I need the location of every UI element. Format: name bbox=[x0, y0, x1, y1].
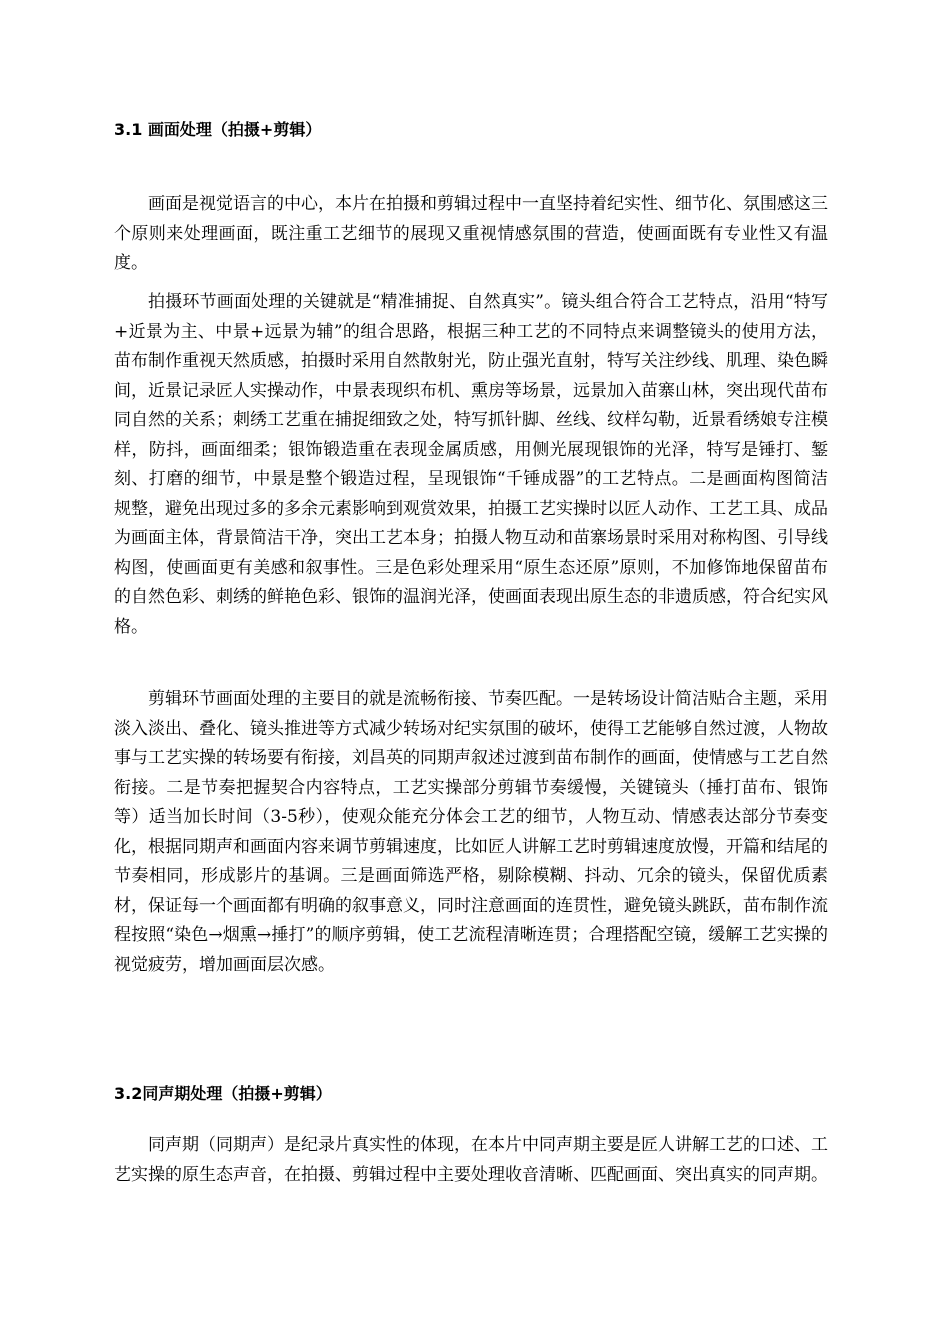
paragraph-intro: 画面是视觉语言的中心，本片在拍摄和剪辑过程中一直坚持着纪实性、细节化、氛围感这三个原则来处理画面，既注重工艺细节的展现又重视情感氛围的营造，使画面既有专业性又有温度。 bbox=[114, 194, 828, 273]
section-heading-3-2: 3.2同声期处理（拍摄+剪辑） bbox=[114, 1084, 332, 1103]
section-heading-3-1: 3.1 画面处理（拍摄+剪辑） bbox=[114, 120, 322, 139]
paragraph-shooting: 拍摄环节画面处理的关键就是“精准捕捉、自然真实”。镜头组合符合工艺特点，沿用“特写+近景为主、中景+远景为辅”的组合思路，根据三种工艺的不同特点来调整镜头的使用方法，苗布制作重视天然质感，拍摄时采用自然散射光，防止强光直射，特写关注纱线、肌理、染色瞬间，近景记录匠人实操动作，中景表现织布机、熏房等场景，远景加入苗寨山林，突出现代苗布同自然的关系；刺绣工艺重在捕捉细致之处，特写抓针脚、丝线、纹样勾勒，近景看绣娘专注模样，防抖，画面细柔；银饰锻造重在表现金属质感，用侧光展现银饰的光泽，特写是锤打、錾刻、打磨的细节，中景是整个锻造过程，呈现银饰“千锤成器”的工艺特点。二是画面构图简洁规整，避免出现过多的多余元素影响到观赏效果，拍摄工艺实操时以匠人动作、工艺工具、成品为画面主体，背景简洁干净，突出工艺本身；拍摄人物互动和苗寨场景时采用对称构图、引导线构图，使画面更有美感和叙事性。三是色彩处理采用“原生态还原”原则，不加修饰地保留苗布的自然色彩、刺绣的鲜艳色彩、银饰的温润光泽，使画面表现出原生态的非遗质感，符合纪实风格。 bbox=[114, 292, 828, 637]
paragraph-sync-sound: 同声期（同期声）是纪录片真实性的体现，在本片中同声期主要是匠人讲解工艺的口述、工艺实操的原生态声音，在拍摄、剪辑过程中主要处理收音清晰、匹配画面、突出真实的同声期。 bbox=[114, 1135, 828, 1185]
paragraph-editing: 剪辑环节画面处理的主要目的就是流畅衔接、节奏匹配。一是转场设计简洁贴合主题，采用淡入淡出、叠化、镜头推进等方式减少转场对纪实氛围的破坏，使得工艺能够自然过渡，人物故事与工艺实操的转场要有衔接，刘昌英的同期声叙述过渡到苗布制作的画面，使情感与工艺自然衔接。二是节奏把握契合内容特点，工艺实操部分剪辑节奏缓慢，关键镜头（捶打苗布、银饰等）适当加长时间（3-5秒），使观众能充分体会工艺的细节，人物互动、情感表达部分节奏变化，根据同期声和画面内容来调节剪辑速度，比如匠人讲解工艺时剪辑速度放慢，开篇和结尾的节奏相同，形成影片的基调。三是画面筛选严格，剔除模糊、抖动、冗余的镜头，保留优质素材，保证每一个画面都有明确的叙事意义，同时注意画面的连贯性，避免镜头跳跃，苗布制作流程按照“染色→烟熏→捶打”的顺序剪辑，使工艺流程清晰连贯；合理搭配空镜，缓解工艺实操的视觉疲劳，增加画面层次感。 bbox=[114, 689, 828, 975]
